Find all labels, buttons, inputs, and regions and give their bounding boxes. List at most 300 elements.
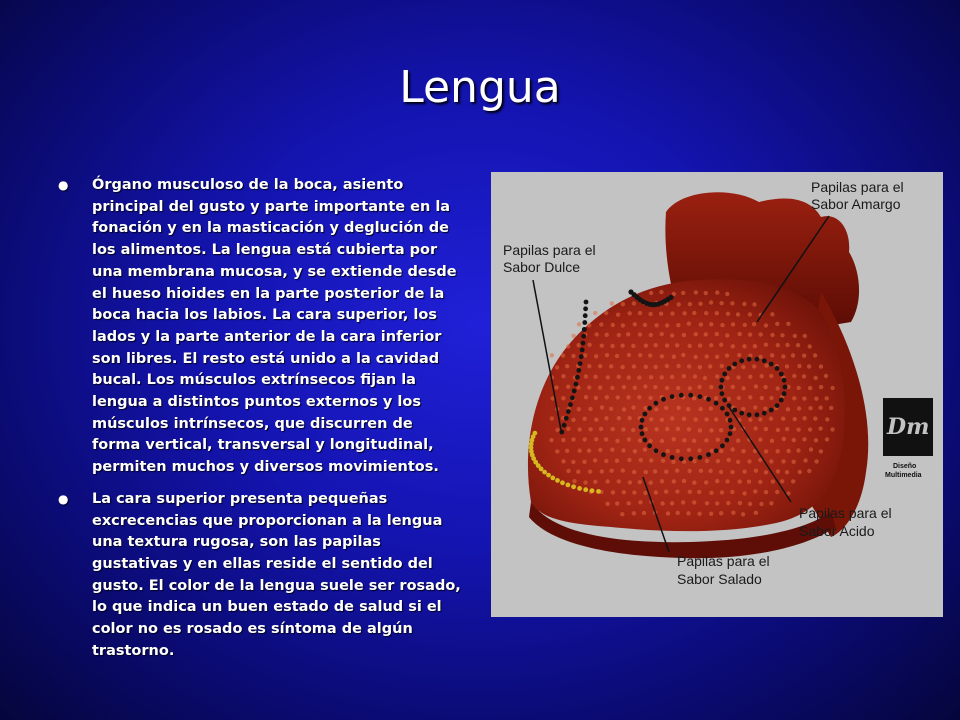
papilla-dot [807,469,811,473]
papilla-dot [682,311,686,315]
papilla-dot [638,480,642,484]
papilla-dot [697,385,701,389]
papilla-dot [610,448,614,452]
papilla-sour-dot [739,358,744,363]
papilla-dot [808,344,812,348]
papilla-dot [643,384,647,388]
papilla-edge-dot [582,327,587,332]
papilla-dot [672,437,676,441]
papilla-sour-dot [755,357,760,362]
papilla-dot [666,511,670,515]
logo-mark: Dm [887,414,930,440]
papilla-dot [752,364,756,368]
papilla-dot [715,311,719,315]
papilla-dot [720,323,724,327]
papilla-dot [727,458,731,462]
papilla-dot [672,479,676,483]
papilla-dot [605,395,609,399]
papilla-dot [638,438,642,442]
papilla-dot [715,290,719,294]
papilla-dot [699,322,703,326]
papilla-dot [792,374,796,378]
papilla-dot [693,417,697,421]
papilla-salty-dot [640,431,645,436]
papilla-dot [687,322,691,326]
papilla-salty-dot [714,448,719,453]
papilla-dot [599,322,603,326]
papilla-dot [785,427,789,431]
papilla-dot [725,333,729,337]
papilla-dot [631,428,635,432]
papilla-edge-dot [581,341,586,346]
papilla-sour-dot [779,372,784,377]
papilla-dot [792,396,796,400]
papilla-dot [660,418,664,422]
papilla-dot [643,491,647,495]
papilla-dot [776,449,780,453]
papilla-dot [770,333,774,337]
papilla-dot [725,353,729,357]
papilla-edge-dot [581,334,586,339]
papilla-dot [792,438,796,442]
papilla-edge-dot [576,368,581,373]
papilla-dot [604,416,608,420]
label-acido-line1: Papilas para el [799,505,892,521]
papilla-dot [802,374,806,378]
papilla-dot [621,448,625,452]
papilla-dot [742,491,746,495]
papilla-dot [561,438,565,442]
slide-title: Lengua [399,62,561,113]
papilla-dot [715,479,719,483]
papilla-dot [797,364,801,368]
papilla-dot [687,364,691,368]
papilla-dot [709,385,713,389]
papilla-dot [813,353,817,357]
papilla-sour-dot [720,391,725,396]
papilla-dot [704,291,708,295]
papilla-salty-dot [639,425,644,430]
papilla-dot [725,292,729,296]
papilla-dot [748,395,752,399]
papilla-dot [670,375,674,379]
papilla-sour-dot [739,411,744,416]
papilla-dot [593,311,597,315]
papilla-dot [731,322,735,326]
papilla-dot [681,500,685,504]
papilla-dot [605,479,609,483]
papilla-dot [736,312,740,316]
papilla-dot [699,469,703,473]
papilla-dot [738,501,742,505]
papilla-dot [644,365,648,369]
label-amargo-line2: Sabor Amargo [811,196,901,212]
papilla-dot [639,458,643,462]
papilla-dot [660,479,664,483]
papilla-dot [736,439,740,443]
papilla-sour-dot [747,412,752,417]
papilla-edge-dot [564,416,569,421]
papilla-dot [555,428,559,432]
papilla-dot [698,428,702,432]
papilla-dot [719,301,723,305]
papilla-dot [616,313,620,317]
papilla-salty-dot [728,431,733,436]
papilla-dot [719,511,723,515]
papilla-sour-dot [779,398,784,403]
papilla-dot [675,489,679,493]
papilla-dot [796,448,800,452]
papilla-dot [748,332,752,336]
papilla-dot [617,416,621,420]
papilla-sweet-dot [577,486,582,491]
papilla-dot [632,301,636,305]
papilla-salty-dot [729,425,734,430]
papilla-dot [793,417,797,421]
papilla-dot [615,459,619,463]
papilla-dot [686,511,690,515]
papilla-dot [654,427,658,431]
papilla-dot [665,427,669,431]
papilla-dot [780,333,784,337]
bullet-item [52,489,464,663]
papilla-dot [819,385,823,389]
papilla-dot [561,396,565,400]
papilla-sour-dot [782,378,787,383]
papilla-dot [747,459,751,463]
papilla-dot [759,502,763,506]
papilla-dot [785,364,789,368]
papilla-dot [742,469,746,473]
papilla-sweet-dot [571,484,576,489]
papilla-sweet-dot [596,489,601,494]
papilla-edge-dot [583,313,588,318]
papilla-dot [754,384,758,388]
papilla-dot [704,332,708,336]
papilla-dot [775,490,779,494]
papilla-dot [549,438,553,442]
papilla-salty-dot [728,418,733,423]
papilla-dot [610,469,614,473]
papilla-dot [627,437,631,441]
papilla-dot [654,343,658,347]
papilla-dot [554,385,558,389]
papilla-dot [561,459,565,463]
papilla-salty-dot [670,394,675,399]
papilla-dot [664,406,668,410]
papilla-dot [698,365,702,369]
papilla-dot [776,469,780,473]
papilla-dot [769,459,773,463]
papilla-dot [660,439,664,443]
papilla-dot [786,322,790,326]
papilla-dot [719,343,723,347]
papilla-dot [633,386,637,390]
papilla-dot [692,396,696,400]
papilla-dot [664,470,668,474]
papilla-dot [648,396,652,400]
papilla-dot [692,481,696,485]
papilla-dot [763,385,767,389]
papilla-dot [561,353,565,357]
papilla-dot [649,291,653,295]
papilla-dot [626,332,630,336]
papilla-dot [747,480,751,484]
papilla-dot [763,407,767,411]
papilla-salty-dot [647,443,652,448]
papilla-dot [785,343,789,347]
papilla-salty-dot [714,401,719,406]
papilla-dot [598,364,602,368]
papilla-dot [752,302,756,306]
papilla-dot [682,479,686,483]
papilla-dot [627,458,631,462]
papilla-dot [648,312,652,316]
papilla-dot [753,344,757,348]
papilla-dot [814,459,818,463]
bullet-text: Órgano musculoso de la boca, asiento principal del gusto y parte importante en la fonación y en la masticación y deglución de los alimentos. La lengua está cubierta por una membrana mucosa, y se extiende desde el hueso hioides en la parte posterior de la boca hacia los labios. La cara superior, los lados y la parte anterior de la cara inferior son libres. El resto está unido a la cavidad bucal. Los músculos extrínsecos fijan la lengua a distintos puntos externos y los músculos intrínsecos, que discurren de forma vertical, transversal y longitudinal, permiten muchos y diversos movimientos. [92,177,457,476]
papilla-dot [808,427,812,431]
papilla-dot [758,417,762,421]
papilla-dot [714,396,718,400]
papilla-dot [660,375,664,379]
label-salado-line1: Papilas para el [677,553,770,569]
papilla-dot [649,481,653,485]
papilla-dot [605,502,609,506]
papilla-dot [571,437,575,441]
papilla-dot [620,512,624,516]
papilla-dot [730,490,734,494]
papilla-dot [720,490,724,494]
tongue-figure [491,172,943,617]
papilla-salty-dot [688,456,693,461]
papilla-dot [791,353,795,357]
papilla-dot [793,334,797,338]
papilla-dot [764,427,768,431]
papilla-bitter-dot [668,295,673,300]
papilla-dot [698,407,702,411]
papilla-dot [736,460,740,464]
papilla-dot [631,344,635,348]
papilla-dot [583,480,587,484]
papilla-edge-dot [578,361,583,366]
papilla-dot [565,364,569,368]
papilla-sweet-dot [560,480,565,485]
papilla-dot [741,407,745,411]
papilla-dot [687,448,691,452]
papilla-dot [819,449,823,453]
papilla-dot [770,439,774,443]
papilla-dot [698,302,702,306]
papilla-dot [741,386,745,390]
papilla-dot [659,312,663,316]
papilla-dot [758,480,762,484]
papilla-dot [604,437,608,441]
papilla-dot [770,312,774,316]
papilla-dot [688,386,692,390]
papilla-salty-dot [725,438,730,443]
papilla-dot [611,427,615,431]
papilla-dot [697,512,701,516]
papilla-dot [764,323,768,327]
papilla-dot [615,501,619,505]
papilla-dot [599,427,603,431]
papilla-dot [616,395,620,399]
papilla-dot [796,428,800,432]
papilla-dot [638,311,642,315]
papilla-edge-dot [572,389,577,394]
papilla-dot [576,343,580,347]
papilla-dot [814,397,818,401]
papilla-dot [643,447,647,451]
papilla-dot [731,344,735,348]
papilla-dot [752,322,756,326]
papilla-dot [681,291,685,295]
bullet-item [52,175,464,479]
papilla-dot [797,386,801,390]
bullet-list [52,175,464,672]
papilla-dot [677,302,681,306]
papilla-dot [813,376,817,380]
papilla-dot [824,374,828,378]
papilla-sweet-dot [546,473,551,478]
papilla-dot [748,502,752,506]
papilla-sour-dot [783,385,788,390]
papilla-salty-dot [654,401,659,406]
papilla-dot [642,511,646,515]
papilla-dot [632,511,636,515]
papilla-dot [825,437,829,441]
papilla-dot [670,333,674,337]
papilla-dot [606,375,610,379]
papilla-sour-dot [762,358,767,363]
papilla-dot [571,418,575,422]
papilla-dot [769,374,773,378]
papilla-dot [578,449,582,453]
papilla-dot [764,470,768,474]
papilla-dot [600,405,604,409]
papilla-dot [604,459,608,463]
papilla-dot [593,458,597,462]
papilla-dot [609,407,613,411]
papilla-dot [715,374,719,378]
papilla-dot [676,427,680,431]
papilla-dot [555,365,559,369]
papilla-edge-dot [574,382,579,387]
papilla-dot [785,470,789,474]
papilla-salty-dot [661,452,666,457]
papilla-dot [566,344,570,348]
papilla-salty-dot [720,406,725,411]
papilla-dot [775,322,779,326]
papilla-dot [600,469,604,473]
papilla-edge-dot [579,354,584,359]
papilla-dot [742,344,746,348]
papilla-dot [813,416,817,420]
papilla-sour-dot [775,366,780,371]
papilla-dot [704,311,708,315]
papilla-dot [738,332,742,336]
papilla-edge-dot [562,423,567,428]
papilla-dot [708,364,712,368]
label-dulce-line2: Sabor Dulce [503,259,581,275]
papilla-dot [709,343,713,347]
papilla-dot [694,290,698,294]
papilla-salty-dot [698,455,703,460]
papilla-edge-dot [575,375,580,380]
papilla-dot [727,397,731,401]
papilla-dot [675,343,679,347]
papilla-dot [819,364,823,368]
papilla-dot [653,385,657,389]
papilla-dot [649,333,653,337]
logo-text-line2: Multimedia [885,472,922,479]
papilla-dot [600,344,604,348]
papilla-dot [593,375,597,379]
papilla-dot [708,469,712,473]
papilla-dot [566,427,570,431]
papilla-edge-dot [583,306,588,311]
papilla-dot [617,375,621,379]
papilla-dot [665,323,669,327]
papilla-salty-dot [725,412,730,417]
papilla-dot [731,447,735,451]
papilla-edge-dot [566,409,571,414]
papilla-dot [681,353,685,357]
label-salado-line2: Sabor Salado [677,571,762,587]
papilla-dot [694,332,698,336]
papilla-dot [644,344,648,348]
papilla-dot [748,312,752,316]
papilla-dot [654,490,658,494]
papilla-dot [594,418,598,422]
tongue-surface [528,279,845,531]
papilla-dot [676,364,680,368]
papilla-salty-dot [654,448,659,453]
papilla-dot [572,479,576,483]
papilla-dot [725,479,729,483]
papilla-salty-dot [670,455,675,460]
papilla-dot [664,490,668,494]
bullet-icon: ● [58,491,69,506]
papilla-dot [665,364,669,368]
papilla-dot [726,501,730,505]
papilla-dot [791,479,795,483]
papilla-sour-dot [782,391,787,396]
papilla-dot [631,405,635,409]
papilla-edge-dot [559,430,564,435]
papilla-dot [818,406,822,410]
papilla-dot [670,501,674,505]
papilla-salty-dot [647,406,652,411]
papilla-dot [654,323,658,327]
papilla-dot [671,460,675,464]
papilla-dot [660,501,664,505]
papilla-dot [628,311,632,315]
papilla-dot [698,343,702,347]
papilla-dot [709,406,713,410]
papilla-dot [644,427,648,431]
papilla-dot [622,385,626,389]
papilla-salty-dot [643,412,648,417]
papilla-dot [587,385,591,389]
papilla-dot [587,364,591,368]
papilla-dot [802,416,806,420]
papilla-dot [587,449,591,453]
label-dulce-line1: Papilas para el [503,242,596,258]
papilla-dot [697,448,701,452]
papilla-dot [593,480,597,484]
